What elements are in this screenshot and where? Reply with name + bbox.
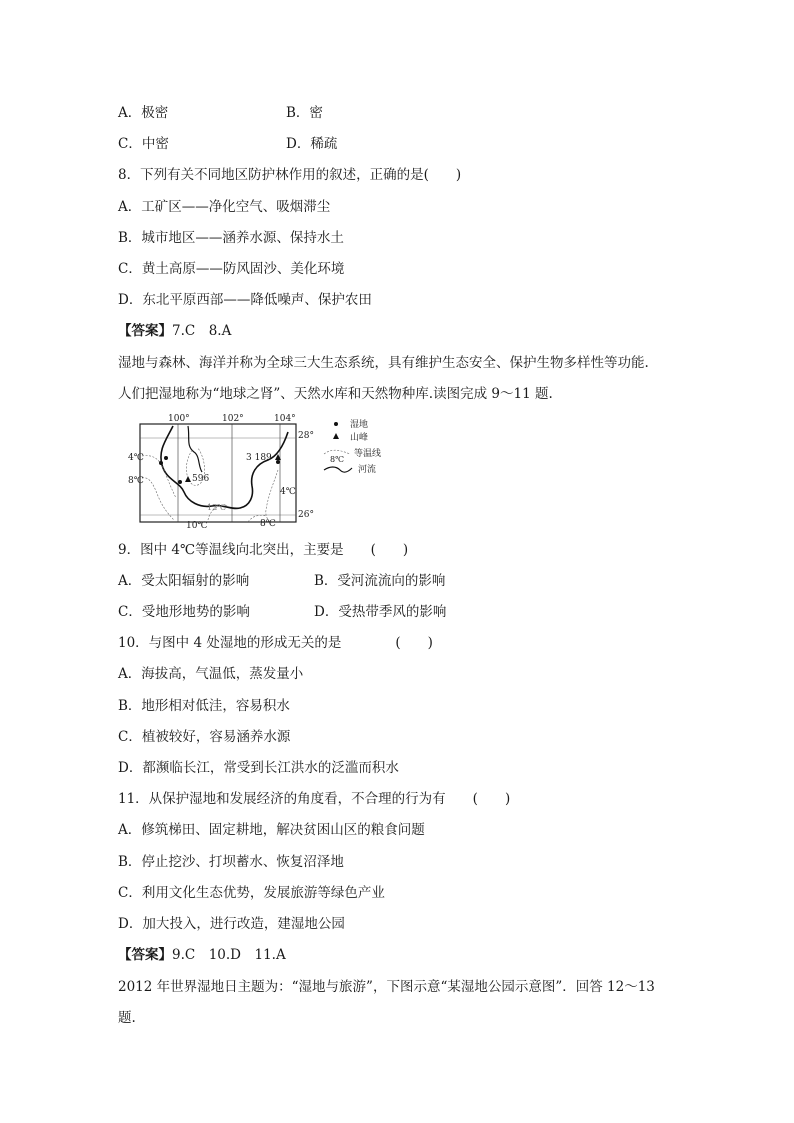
- wetland-dot: [159, 461, 163, 465]
- legend-river: 河流: [358, 465, 377, 475]
- iso-label-4-west: 4℃: [128, 453, 144, 463]
- iso-label-10: 10℃: [186, 521, 208, 528]
- q7-option-d: D．稀疏: [286, 136, 338, 152]
- iso-label-12: 12℃: [207, 503, 227, 512]
- lat-label-28: 28°: [298, 431, 314, 441]
- intro2-line-1: 2012 年世界湿地日主题为：“湿地与旅游”，下图示意“某湿地公园示意图”．回答 12～13: [118, 979, 655, 995]
- q8-stem: 8．下列有关不同地区防护林作用的叙述，正确的是( ): [118, 167, 462, 183]
- q11-option-a: A．修筑梯田、固定耕地，解决贫困山区的粮食问题: [118, 822, 425, 838]
- legend-peak: 山峰: [350, 433, 369, 443]
- iso-label-4-east: 4℃: [280, 487, 296, 497]
- q8-option-d: D．东北平原西部——降低噪声、保护农田: [118, 292, 372, 308]
- legend-wetland-icon: [334, 422, 338, 426]
- legend-isotherm: 等温线: [354, 449, 382, 459]
- lon-label-104: 104°: [274, 414, 296, 424]
- answer-label: 【答案】: [118, 323, 172, 339]
- q11-option-d: D．加大投入，进行改造，建湿地公园: [118, 916, 345, 932]
- q10-option-c: C．植被较好，容易涵养水源: [118, 729, 291, 745]
- peak-label-596: 596: [192, 474, 210, 484]
- q9-option-d: D．受热带季风的影响: [314, 604, 447, 620]
- legend-wetland: 湿地: [350, 420, 369, 430]
- q11-option-c: C．利用文化生态优势，发展旅游等绿色产业: [118, 885, 385, 901]
- q8-option-b: B．城市地区——涵养水源、保持水土: [118, 230, 344, 246]
- wetland-isotherm-map: [128, 410, 428, 528]
- answer-9-11: [118, 946, 286, 964]
- answer-7-8: [118, 322, 231, 340]
- q10-option-d: D．都濒临长江，常受到长江洪水的泛滥而积水: [118, 760, 399, 776]
- q10-option-a: A．海拔高，气温低，蒸发量小: [118, 666, 304, 682]
- peak-label-3189: 3 189: [246, 453, 272, 463]
- q9-option-b: B．受河流流向的影响: [314, 573, 446, 589]
- lon-label-100: 100°: [168, 414, 190, 424]
- wetland-dot: [178, 480, 182, 484]
- legend-isotherm-icon: [324, 450, 350, 454]
- lat-label-26: 26°: [298, 510, 314, 520]
- q7-option-c: C．中密: [118, 136, 169, 152]
- q10-stem: 10．与图中 4 处湿地的形成无关的是 ( ): [118, 635, 433, 651]
- wetland-dot: [276, 460, 280, 464]
- q7-option-b: B．密: [286, 105, 323, 121]
- q11-option-b: B．停止挖沙、打坝蓄水、恢复沼泽地: [118, 854, 344, 870]
- answer-text: 7.C 8.A: [172, 323, 232, 339]
- iso-label-8-south: 8℃: [260, 519, 276, 528]
- lon-label-102: 102°: [222, 414, 244, 424]
- q8-option-c: C．黄土高原——防风固沙、美化环境: [118, 261, 345, 277]
- legend-river-icon: [324, 467, 352, 472]
- legend-peak-icon: [333, 433, 339, 439]
- answer-text: 9.C 10.D 11.A: [172, 947, 286, 963]
- iso-label-8-west: 8℃: [128, 476, 144, 486]
- wetland-dot: [164, 456, 168, 460]
- answer-label: 【答案】: [118, 947, 172, 963]
- q8-option-a: A．工矿区——净化空气、吸烟滞尘: [118, 199, 331, 215]
- intro-line-2: 人们把湿地称为“地球之肾”、天然水库和天然物种库.读图完成 9～11 题.: [118, 386, 553, 402]
- legend-isotherm-sample: 8℃: [330, 455, 345, 464]
- intro2-line-2: 题.: [118, 1010, 136, 1026]
- intro-line-1: 湿地与森林、海洋并称为全球三大生态系统，具有维护生态安全、保护生物多样性等功能.: [118, 355, 649, 371]
- q7-option-a: A．极密: [118, 105, 169, 121]
- q9-option-c: C．受地形地势的影响: [118, 604, 250, 620]
- q10-option-b: B．地形相对低洼，容易积水: [118, 698, 290, 714]
- q9-stem: 9．图中 4℃等温线向北突出，主要是 ( ): [118, 542, 409, 558]
- q9-option-a: A．受太阳辐射的影响: [118, 573, 250, 589]
- q11-stem: 11．从保护湿地和发展经济的角度看，不合理的行为有 ( ): [118, 791, 511, 807]
